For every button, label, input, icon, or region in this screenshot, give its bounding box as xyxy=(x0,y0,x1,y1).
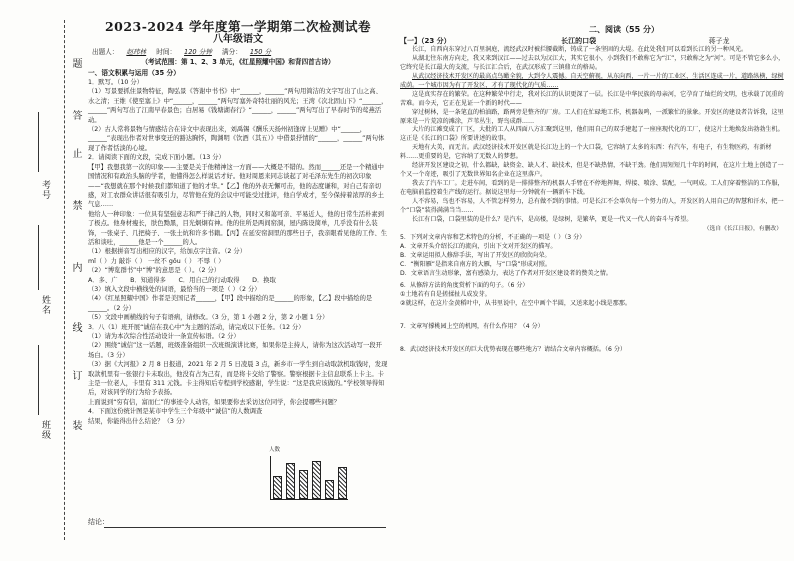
conclusion-label: 结论： xyxy=(88,518,109,526)
question-2-2-options: A．多、广 B．知道得多 C．用自己的行动取得 D．换取 xyxy=(88,276,276,284)
article-para-2: 从湖北往东南方向走，我又来到汉江——过去以为汉江大，其实它很小，小到我们不敢称它为“江”，只敢称之为“河”。可是不管它多么小，它终究是长江最大的支流，与长江汇合后，在武汉形成了三镇鼎立的格局。 xyxy=(400,54,785,71)
time-value: 120 分钟 xyxy=(184,47,212,56)
article-para-1: 长江，自西向东穿过八百里洞庭，流经武汉时被拦腰截断，铸成了一条坚固的大堤。在此处我们可以看到长江的另一种风光。 xyxy=(412,45,748,53)
full-value: 150 分 xyxy=(249,47,272,56)
article-para-5: 穿过树林，是一条笔直的柏油路，路两旁是整齐的厂房。工人们在忙碌地工作，机器轰鸣，一派繁忙的景象。开发区的建设者告诉我，这里原来是一片荒凉的滩涂，芦苇丛生，野鸟成群…… xyxy=(400,108,784,125)
question-5-option-b: B．文章运用拟人修辞手法，写出了开发区的欣欣向荣。 xyxy=(400,251,551,259)
question-4: 4．下面这份统计图是某市中学生三个年级中“诚信”的人数调查结果，你能得出什么结论？（3 分） xyxy=(88,408,263,425)
author-label: 出题人： xyxy=(92,47,119,56)
seal-char-8: 装 xyxy=(70,420,81,432)
article-para-3: 从武汉经济技术开发区的最高点鸟瞰全貌，大到令人震撼。自天空俯视，从东向西，一片一片的工业区、生活区连成一片，道路纵横，绿树成荫。一个城市因为有了开发区，才有了现代化的气质…… xyxy=(400,72,784,89)
seal-char-3: 止 xyxy=(70,148,81,160)
question-5-option-c: C．“衡阳雁”是指来自南方的大雁，与“口袋”形成对照。 xyxy=(400,260,551,268)
article-para-4: 这是真实存在的繁荣。在这种繁荣中行走，我对长江的认识更深了一层。长江是中华民族的母亲河，它孕育了灿烂的文明，也承载了沉重的苦难。而今天，它正在见证一个新的时代—— xyxy=(400,90,784,107)
question-6-sentence-1: ①土地若有自是搓揉扯儿成发芽。 xyxy=(400,290,491,298)
question-1-2: （2）古人常将景物与情感结合在诗文中表现出来，刘禹锡《酬乐天扬州初逢席上见赠》中“______，______”表现出作者对世事变迁的豁达胸怀，陶渊明《饮酒（其五）》中借景抒情的“______，______”两句体现了作者恬淡的心境。 xyxy=(88,126,385,152)
left-column xyxy=(88,18,388,554)
chart-bar xyxy=(273,476,282,499)
question-2-2: （2）“博览群书”中“博”的意思是（ ）。（2 分） xyxy=(88,267,221,275)
article-para-7: 天地有大美，而无言。武汉经济技术开发区就是长江边上的一个大口袋，它容纳了太多的东西：有汽车，有电子，有生物医药，有新材料……更重要的是，它容纳了无数人的梦想。 xyxy=(400,144,772,161)
article-para-11: 长江有口袋，口袋里装的是什么？是汽车，是高楼，是绿树，是繁华，更是一代又一代人的奋斗与希望。 xyxy=(412,216,693,224)
conclusion-answer-line[interactable] xyxy=(104,527,386,528)
seal-char-5: 内 xyxy=(70,262,81,274)
question-5: 5．下列对文章内容和艺术特色的分析，不正确的一项是（ ）（3 分） xyxy=(400,233,586,241)
full-label: 满分： xyxy=(222,47,242,56)
question-3: 3．八（1）班开展“诚信在我心中”为主题的活动，请完成以下任务。（12 分） xyxy=(88,323,305,331)
article-para-9: 我去了汽车工厂。走进车间，看到的是一排排整齐的机器人手臂在不停地挥舞，焊接、喷涂、装配，一气呵成。工人们穿着整洁的工作服，在电脑前监控着生产线的运行。据说这里每一分钟就有一辆新车下线。 xyxy=(400,180,784,197)
question-3-2: （2）围绕“诚信”这一话题，班级准备组织一次班级演讲比赛，如果你是主持人，请你为这次活动写一段开场白。（3 分） xyxy=(88,342,382,359)
question-3-1: （1）请为本次综合性活动设计一条宣传标语。（2 分） xyxy=(88,333,240,340)
question-6: 6．从修辞方法的角度赏析下面的句子。（6 分） xyxy=(400,281,529,289)
right-column xyxy=(400,18,788,554)
question-3-4: 上面说到“穷有信，富而仁”的事迹令人动容，如果要你去采访这位同学，你会提哪些问题？ xyxy=(88,398,341,406)
seal-char-2: 答 xyxy=(70,110,81,122)
seal-char-7: 订 xyxy=(70,370,81,382)
question-5-option-d: D．文章语言生动形象，富有感染力，表达了作者对开发区建设者的赞美之情。 xyxy=(400,269,612,277)
question-2-passage: 【甲】我想我第一次的印象——主要是关于他精神这一方面——大概是不错的。然而______还是一个精通中国情况和有政治头脑的学者，他懂得怎么样说话才好。他对周恩来同志谈起了对毛泽东先生的初次印象——“我想就在那个时候我们都知道了他的才华。”【乙】他的外表无懈可击，他的态度谦和，对自己有亲切感，对工农群众讲话很有吸引力，尽管他在党的会议中可能受过批评，他自学成才，至今保持着浓厚的乡土气息…… xyxy=(88,163,384,209)
chart-y-label: 人数 xyxy=(269,447,281,453)
name-line xyxy=(38,225,39,290)
question-2-5: （5）文段中画横线的句子有语病，请修改。（3 分，第 1 小题 2 分，第 2 小题 1 分） xyxy=(88,314,329,322)
field-class: 班级 xyxy=(40,420,50,440)
chart-bar xyxy=(338,467,347,499)
chart-bar xyxy=(312,461,321,499)
seal-char-1: 题 xyxy=(70,58,81,70)
question-8: 8．武汉经济技术开发区的巨大优势表现在哪些地方？请结合文章内容概括。（6 分） xyxy=(400,345,627,353)
article-source: （选自《长江日报》，有删改） xyxy=(703,225,782,232)
article-para-6: 大片的江滩变成了厂区，大批的工人从四面八方汇聚到这里，他们用自己的双手建起了一座座现代化的工厂，使这片土地焕发出勃勃生机。这正是《长江的口袋》所要讲述的故事。 xyxy=(400,126,784,143)
seal-char-6: 线 xyxy=(70,322,81,334)
chart-bar xyxy=(299,470,308,499)
survey-bar-chart xyxy=(269,447,348,500)
article-title: 长江的口袋 xyxy=(561,36,597,45)
question-6-sentence-2: ②就这样，在这片金黄稻叶中，从书里说中，在空中画个半圆，又送来起小线是那那。 xyxy=(400,299,631,307)
article-para-10: 人不容易，鸟也不容易，人不管怎样努力，总有做不到的事情。可是长江不会辜负每一个努力的人，开发区的人用自己的智慧和汗水，把一个“口袋”装得满满当当…… xyxy=(400,198,784,215)
field-exam-number: 考号 xyxy=(40,180,50,200)
article-para-8: 经济开发区建设之初，什么都缺，缺资金、缺人才、缺技术，但是不缺热情，不缺干劲。他们用短短几十年的时间，在这片土地上创造了一个又一个奇迹，吸引了无数世界知名企业在这里落户。 xyxy=(400,162,784,179)
question-7: 7．文章写撑桃园上空的机网，有什么作用？（4 分） xyxy=(400,322,544,330)
exam-meta xyxy=(88,48,388,57)
question-2-4: （4）《红星照耀中国》作者是美国记者______，【甲】段中描绘的是______的形象，【乙】段中描绘的是______。（2 分） xyxy=(88,295,373,312)
part-1-label: 【一】（23 分） xyxy=(400,36,451,45)
article-header xyxy=(400,37,788,46)
exam-subtitle: 八年级语文 xyxy=(213,34,263,46)
class-line xyxy=(38,345,39,415)
question-2-1-items: mǐ（ ）力 敲诈（ ） 一丝不 gǒu（ ） 不辱（ ） xyxy=(88,257,225,265)
question-1-1: （1）写景要抓住景物特征，陶弘景《答谢中书书》中“______，______”两句用简洁的文字写出了山之高、水之清；王维《使至塞上》中“______，______”两句写塞外奇特壮丽的风光；王湾《次北固山下》“______，______”两句写出了江南早春景色；白居易《钱塘湖春行》“______，______”两句写出了早春时节的莺燕活动。 xyxy=(88,88,388,124)
question-3-3: （3）据《大河报》2 月 8 日报道，2021 年 2 月 5 日凌晨 3 点，新乡市一学生到自动取款机取钱时，发现取款机里有一张银行卡未取出，他没有占为己有，而是将卡交给了警察。警察根据卡主信息联系上卡主。卡主是一位老人，卡里有 311 元钱。卡主得知后专程到学校感谢，学生说：“这是我应该做的。”学校领导得知后，对该同学的行为给予表扬。 xyxy=(88,361,388,397)
question-1: 1．默写。（10 分） xyxy=(88,79,143,87)
binding-line xyxy=(64,20,65,540)
question-2-3: （3）填入文段中横线处的词语，最恰当的一项是（ ）（2 分） xyxy=(88,285,261,293)
question-2: 2．请阅读下面的文段，完成下面小题。（13 分） xyxy=(88,154,225,162)
article-author: 蒋子龙 xyxy=(708,36,730,45)
exam-scope: （考试范围：第 1、2、3 单元，《红星照耀中国》和背四首古诗） xyxy=(141,58,335,67)
binding-margin xyxy=(0,0,86,561)
question-2-1: （1）根据拼音写出相应的汉字，给加点字注音。（2 分） xyxy=(88,248,246,256)
author-value: 赵玮林 xyxy=(126,47,147,56)
question-5-option-a: A．文章开头介绍长江的流向，引出下文对开发区的描写。 xyxy=(400,242,557,250)
section-1-heading: 一、语文积累与运用（35 分） xyxy=(88,68,180,77)
field-name: 姓名 xyxy=(40,295,50,315)
exam-title: 2023-2024 学年度第一学期第二次检测试卷 xyxy=(104,19,372,34)
chart-bar xyxy=(286,463,295,499)
section-2-heading: 二、阅读（55 分） xyxy=(589,25,659,34)
seal-char-4: 禁 xyxy=(70,200,81,212)
question-2-passage-2: 他给人一种印象：一位具有坚强意志和严于律己的人物，同时又和蔼可亲、平易近人，他的日常生活朴素到了极点。他身材瘦长，肤色黝黑，目光炯炯有神。他的住所是两间窑洞，屋内陈设简单，几乎没有什么装饰，一张桌子、几把椅子、一张土炕和许多书籍。【丙】在延安窑洞里的那些日子，我亲眼看见他的工作、生活和谈吐，______他是一个______的人。 xyxy=(88,210,388,246)
chart-bar xyxy=(325,480,334,499)
exam-number-line xyxy=(38,112,39,172)
time-label: 时间： xyxy=(156,47,177,56)
